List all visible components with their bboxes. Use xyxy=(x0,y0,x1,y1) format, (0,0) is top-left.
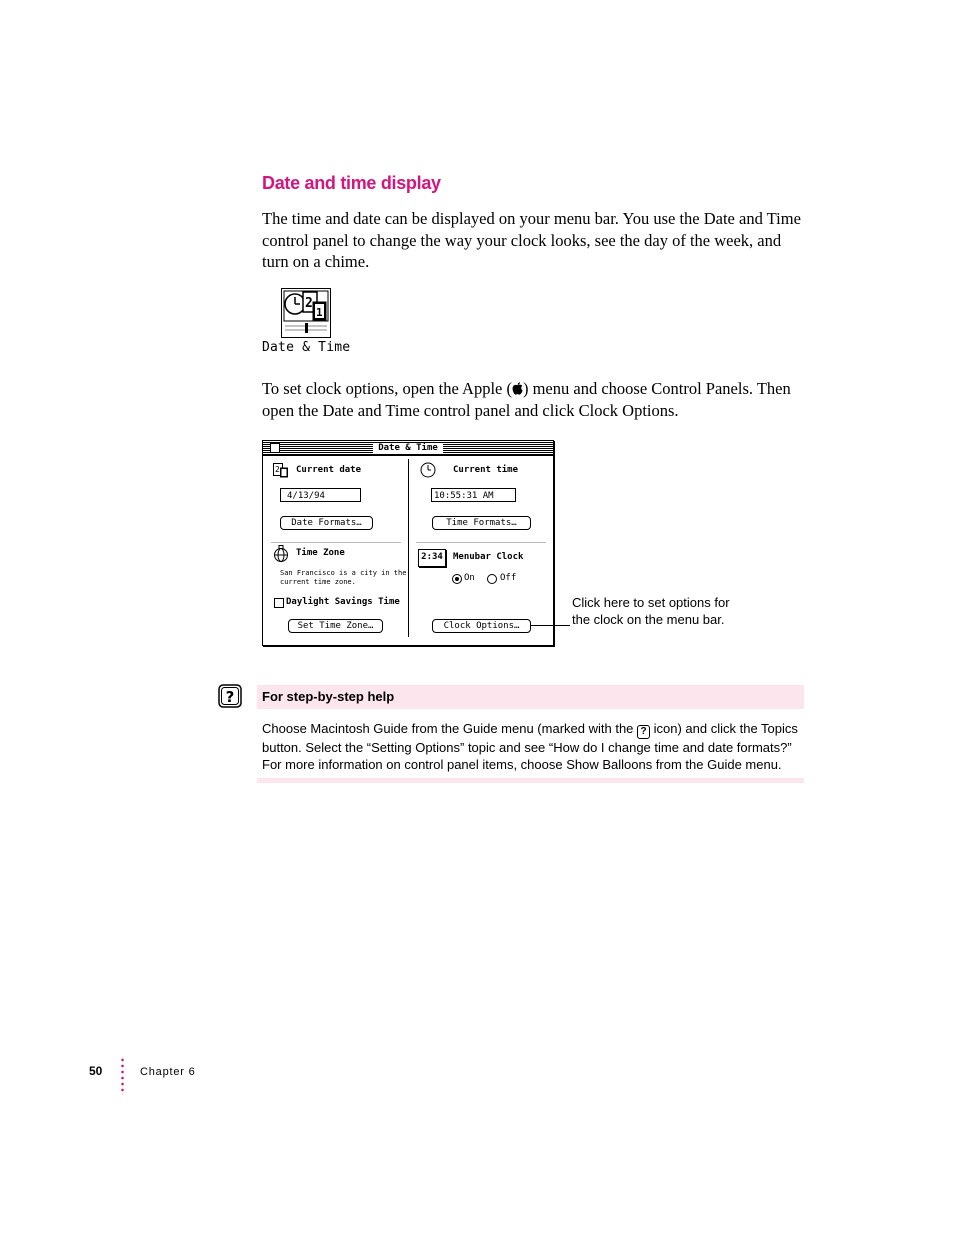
dotted-separator xyxy=(121,1057,124,1095)
globe-icon xyxy=(273,545,289,563)
date-formats-button[interactable]: Date Formats… xyxy=(280,516,373,530)
time-zone-label: Time Zone xyxy=(296,548,345,558)
set-time-zone-button[interactable]: Set Time Zone… xyxy=(288,619,383,633)
help-bottom-rule xyxy=(257,778,804,783)
menubar-clock-on-radio[interactable] xyxy=(452,574,462,584)
vertical-divider xyxy=(408,459,409,637)
time-zone-info-line2: current time zone. xyxy=(280,578,356,586)
svg-text:2: 2 xyxy=(305,296,313,311)
current-time-field[interactable]: 10:55:31 AM xyxy=(431,488,516,502)
guide-menu-icon: ? xyxy=(637,725,650,739)
section-heading: Date and time display xyxy=(262,173,441,193)
clock-options-button[interactable]: Clock Options… xyxy=(432,619,531,633)
apple-icon xyxy=(512,382,523,395)
date-and-time-icon-label: Date & Time xyxy=(262,340,351,355)
question-mark-icon xyxy=(218,684,242,708)
date-and-time-icon[interactable] xyxy=(281,288,331,338)
left-divider xyxy=(271,542,401,543)
daylight-savings-checkbox[interactable] xyxy=(274,598,284,608)
svg-text:1: 1 xyxy=(316,306,323,319)
callout-text: Click here to set options for the clock on the menu bar. xyxy=(572,595,730,627)
clock-icon xyxy=(420,462,436,478)
right-divider xyxy=(416,542,546,543)
menubar-clock-icon: 2:34 xyxy=(418,549,446,567)
callout-line xyxy=(530,625,570,626)
help-title: For step-by-step help xyxy=(262,689,395,704)
svg-text:?: ? xyxy=(225,688,235,706)
date-time-control-panel xyxy=(262,440,554,646)
off-label: Off xyxy=(500,573,517,583)
help-text: Choose Macintosh Guide from the Guide menu (marked with the ? icon) and click the Topics button. Select the “Setting Options” topic and see “How do I change time and date formats?” For more information on control panel items, choose Show Balloons from the Guide menu. xyxy=(262,721,798,772)
menubar-clock-label: Menubar Clock xyxy=(453,552,524,562)
current-date-label: Current date xyxy=(296,465,362,475)
chapter-label: Chapter 6 xyxy=(140,1066,196,1078)
menubar-clock-off-radio[interactable] xyxy=(487,574,497,584)
time-zone-info-line1: San Francisco is a city in the xyxy=(280,569,407,577)
window-title: Date & Time xyxy=(263,441,553,455)
current-date-field[interactable]: 4/13/94 xyxy=(280,488,361,502)
instructions-paragraph: To set clock options, open the Apple ( ) menu and choose Control Panels. Then open the Date and Time control panel and click Clock Options. xyxy=(262,379,791,420)
intro-paragraph: The time and date can be displayed on your menu bar. You use the Date and Time control panel to change the way your clock looks, see the day of the week, and turn on a chime. xyxy=(262,209,801,271)
time-formats-button[interactable]: Time Formats… xyxy=(432,516,531,530)
page-number: 50 xyxy=(89,1064,103,1078)
calendar-icon xyxy=(273,462,289,478)
daylight-savings-label: Daylight Savings Time xyxy=(286,597,400,607)
svg-text:2: 2 xyxy=(275,465,280,474)
current-time-label: Current time xyxy=(453,465,519,475)
on-label: On xyxy=(464,573,475,583)
